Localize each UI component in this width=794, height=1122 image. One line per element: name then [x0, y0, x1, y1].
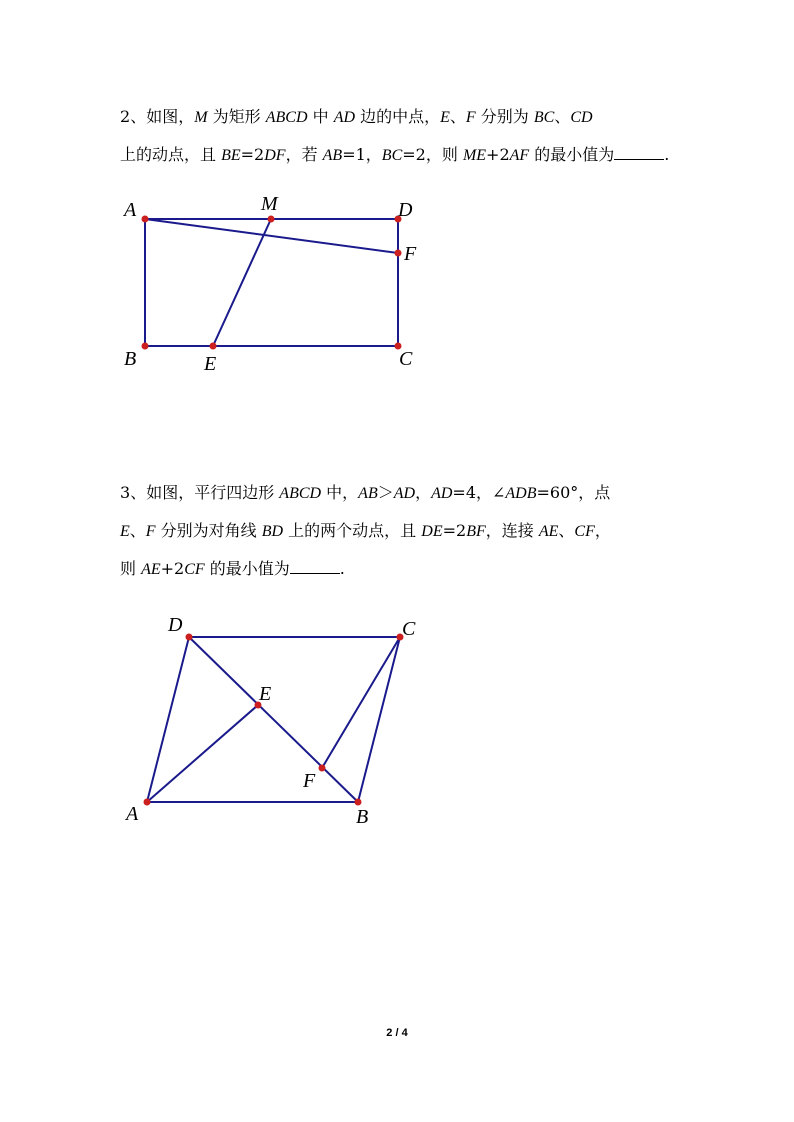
label-m: M [261, 193, 278, 215]
answer-blank [614, 145, 664, 160]
label-f: F [404, 243, 417, 265]
label-b: B [356, 806, 369, 828]
rectangle-abcd [145, 219, 398, 346]
label-c: C [399, 348, 413, 370]
point-f [395, 250, 402, 257]
point-a [142, 216, 149, 223]
figure-2-rectangle [110, 185, 440, 380]
figure-3-parallelogram [115, 605, 435, 835]
label-a: A [124, 199, 137, 221]
label-d: D [398, 199, 413, 221]
point-b [142, 343, 149, 350]
problem-2-text: 2、如图，M 为矩形 ABCD 中 AD 边的中点，E、F 分别为 BC、CD 上的动点，且 BE=2DF，若 AB=1，BC=2，则 ME+2AF 的最小值为 . [120, 107, 670, 164]
problem-3-text: 3、如图，平行四边形 ABCD 中，AB＞AD，AD=4，∠ADB=60°，点 E、F 分别为对角线 BD 上的两个动点，且 DE=2BF，连接 AE、CF， 则 AE+2CF 的最小值为 . [120, 483, 611, 578]
label-b: B [124, 348, 137, 370]
point-m [268, 216, 275, 223]
point-a [144, 799, 151, 806]
answer-blank [290, 559, 340, 574]
segment-af [145, 219, 398, 253]
point-f [319, 765, 326, 772]
label-d: D [168, 614, 183, 636]
label-e: E [204, 353, 217, 375]
point-d [186, 634, 193, 641]
page-number: 2 / 4 [386, 1027, 408, 1039]
segment-me [213, 219, 271, 346]
label-c: C [402, 618, 416, 640]
point-e [210, 343, 217, 350]
segment-cf [322, 637, 400, 768]
label-a: A [126, 803, 139, 825]
label-f: F [303, 770, 316, 792]
segment-ae [147, 705, 258, 802]
point-b [355, 799, 362, 806]
diagonal-db [189, 637, 358, 802]
label-e: E [259, 683, 272, 705]
